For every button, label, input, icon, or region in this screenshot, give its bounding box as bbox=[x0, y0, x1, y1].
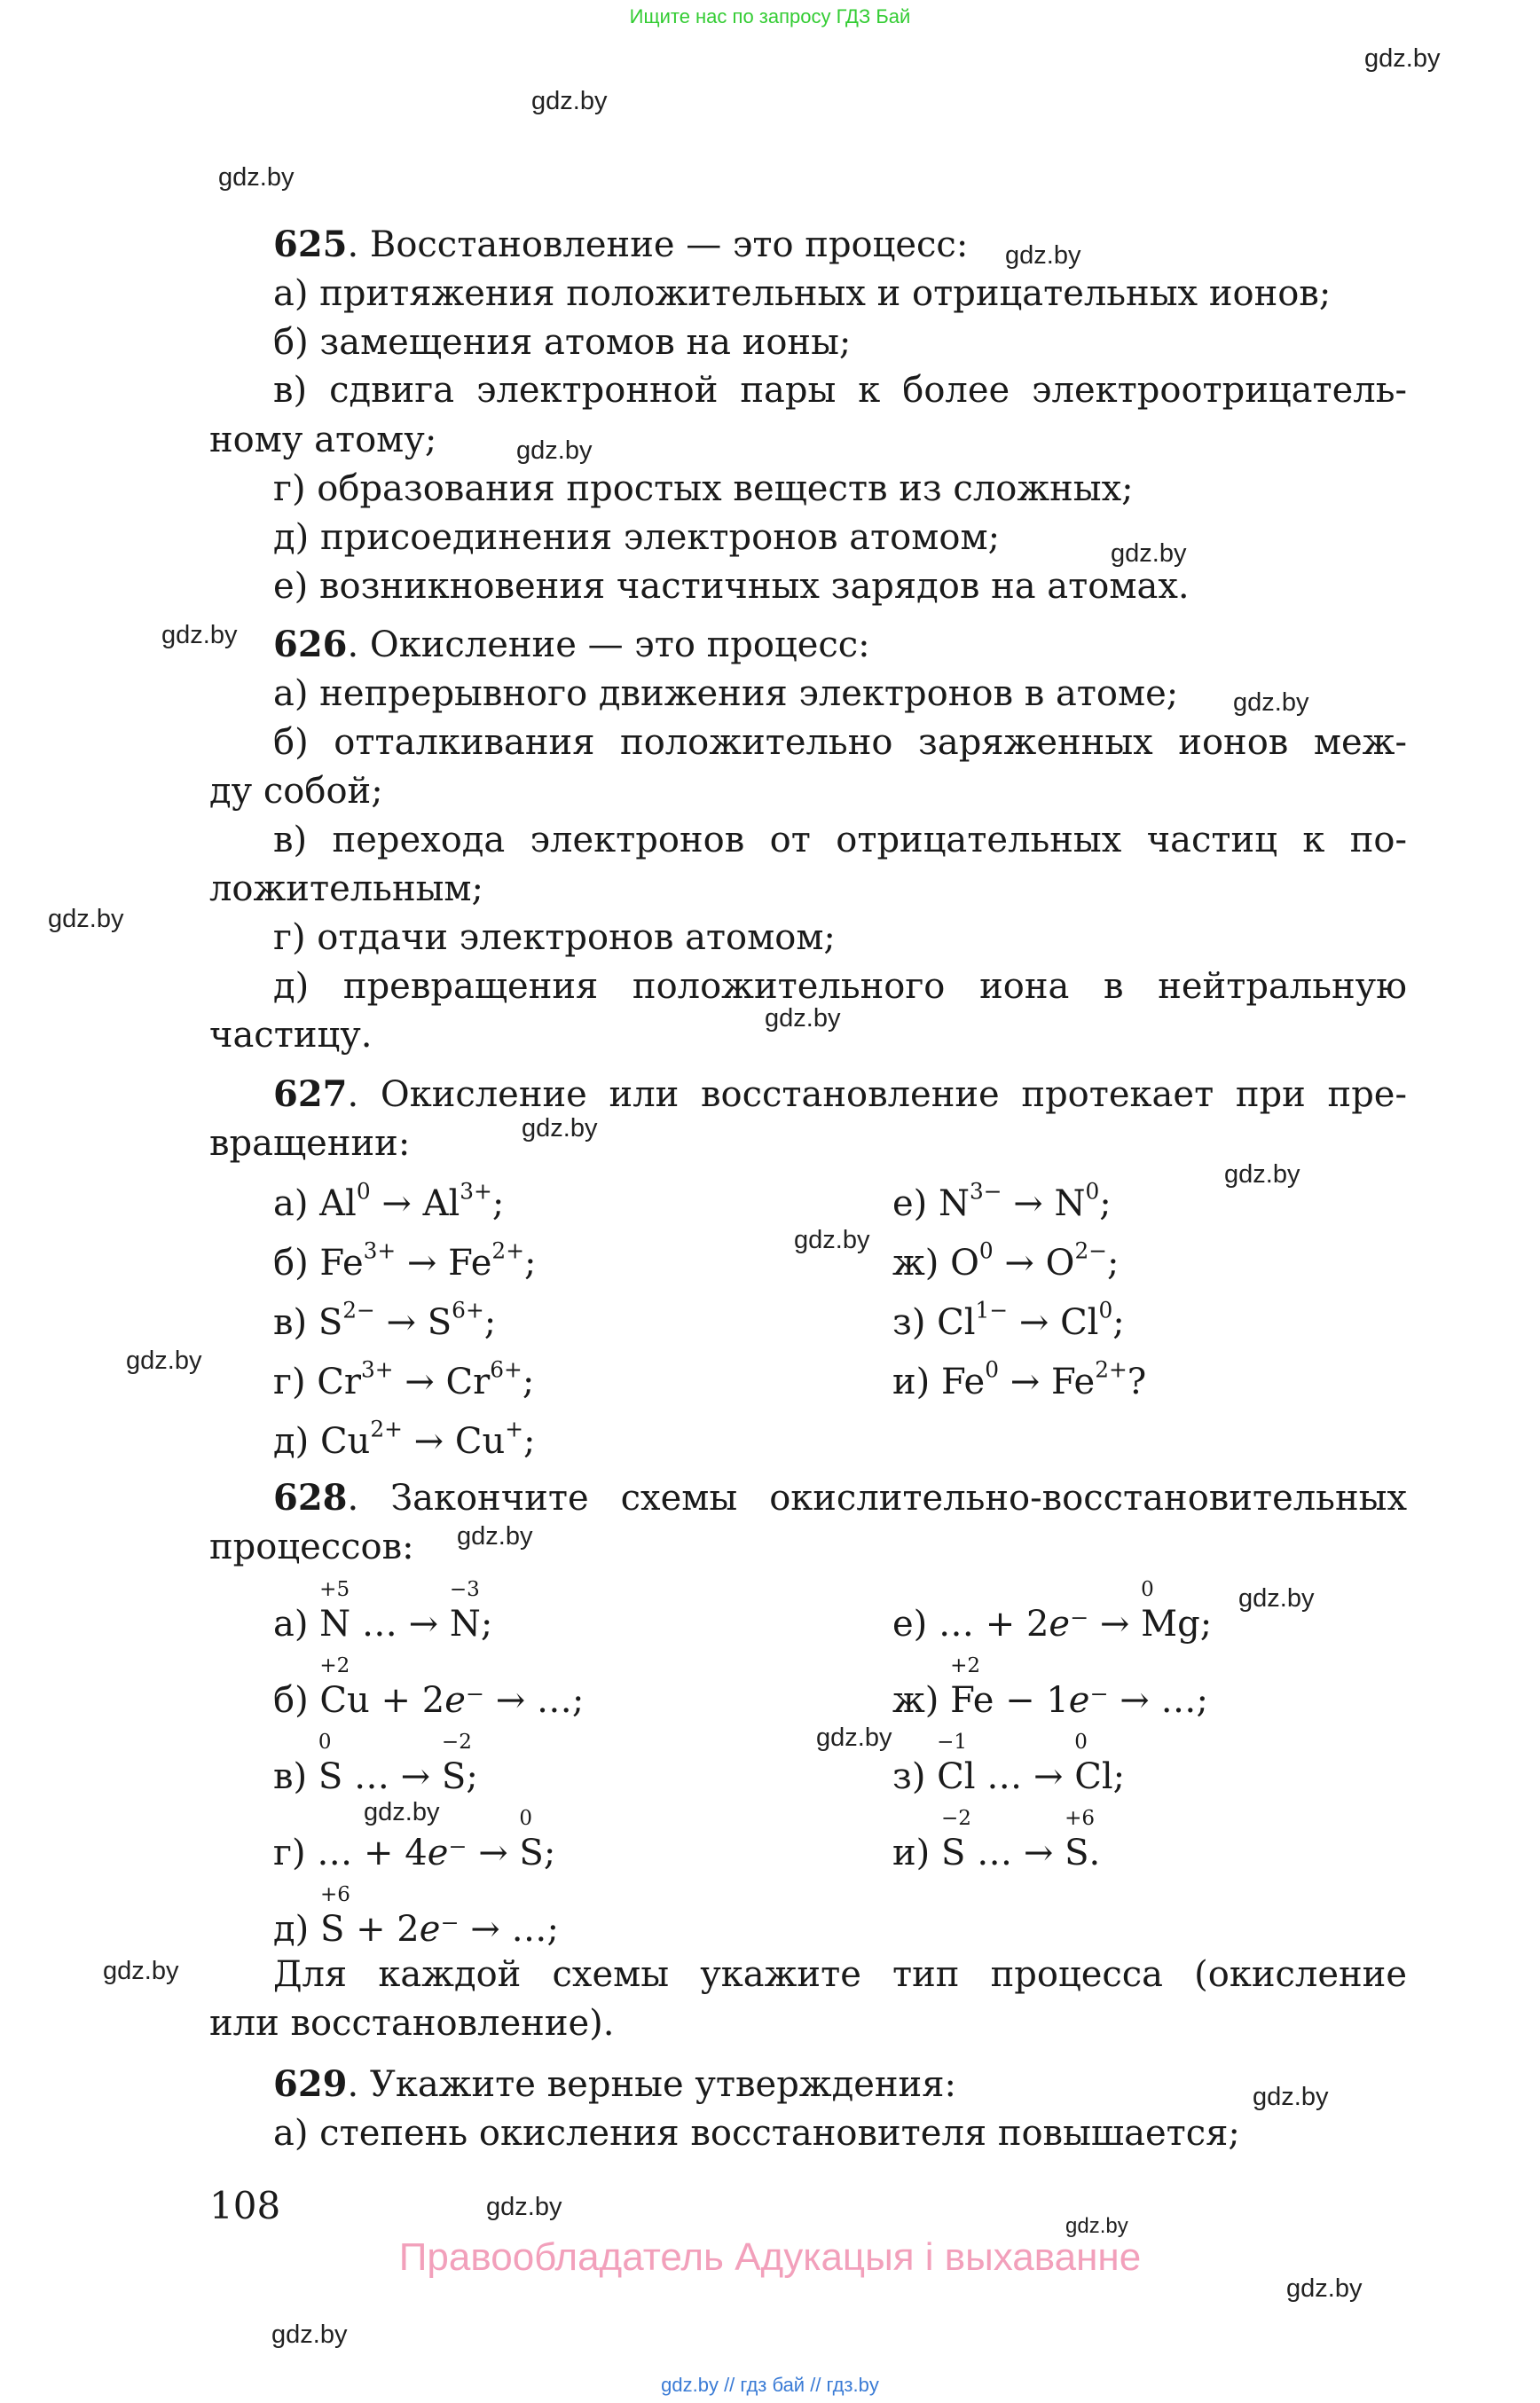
element-symbol: Cl bbox=[1074, 1756, 1113, 1797]
oxidation-state: +2 bbox=[950, 1654, 981, 1677]
charge: 3+ bbox=[460, 1178, 492, 1205]
redox-scheme bbox=[273, 1654, 585, 1721]
watermark: gdz.by bbox=[1005, 241, 1081, 270]
watermark: gdz.by bbox=[364, 1798, 440, 1826]
oxidation-state: 0 bbox=[519, 1807, 533, 1830]
watermark: gdz.by bbox=[522, 1114, 598, 1143]
charge: 3+ bbox=[361, 1356, 394, 1383]
item-label: б) bbox=[273, 1243, 320, 1284]
element-symbol: S bbox=[318, 1302, 343, 1343]
task-text: . Закончите схемы окислительно-восстановительных bbox=[347, 1478, 1407, 1519]
oxidation-state: −2 bbox=[441, 1731, 472, 1754]
charge: 0 bbox=[1085, 1178, 1100, 1205]
item-label: е) bbox=[892, 1183, 939, 1224]
item-end: ; bbox=[1112, 1302, 1125, 1343]
watermark: gdz.by bbox=[1253, 2083, 1329, 2111]
transition-item bbox=[892, 1178, 1112, 1224]
watermark: gdz.by bbox=[1286, 2274, 1363, 2303]
element-symbol: S bbox=[318, 1756, 343, 1797]
charge: 2− bbox=[1074, 1237, 1108, 1264]
task-626-d-line2: частицу. bbox=[209, 1015, 373, 1056]
scheme-text: ; bbox=[480, 1604, 493, 1645]
charge: 0 bbox=[985, 1356, 1000, 1383]
task-626-a: а) непрерывного движения электронов в атоме; bbox=[273, 673, 1179, 714]
watermark: gdz.by bbox=[48, 905, 124, 933]
element-symbol: Al bbox=[319, 1183, 357, 1224]
item-label: ж) bbox=[892, 1243, 951, 1284]
item-end: ; bbox=[1107, 1243, 1120, 1284]
item-label: и) bbox=[892, 1833, 941, 1873]
redox-scheme bbox=[892, 1578, 1213, 1645]
element-symbol: Cl bbox=[1060, 1302, 1099, 1343]
arrow: → bbox=[374, 1302, 428, 1343]
task-625-d: д) присоединения электронов атомом; bbox=[273, 517, 1001, 558]
item-end: ; bbox=[483, 1302, 497, 1343]
oxidation-state: −2 bbox=[940, 1807, 971, 1830]
charge: 2− bbox=[342, 1297, 375, 1323]
electron-symbol: e bbox=[419, 1909, 441, 1950]
oxidation-state: 0 bbox=[1141, 1578, 1154, 1601]
element-symbol: N bbox=[449, 1604, 481, 1645]
task-625-e: е) возникновения частичных зарядов на атомах. bbox=[273, 566, 1190, 607]
item-label: д) bbox=[273, 1421, 320, 1462]
task-628-title-line2: процессов: bbox=[209, 1527, 414, 1567]
task-626-d-line1: д) превращения положительного иона в нейтральную bbox=[273, 966, 1407, 1007]
task-625-g: г) образования простых веществ из сложных; bbox=[273, 468, 1134, 509]
watermark: gdz.by bbox=[1224, 1160, 1300, 1189]
charge: 6+ bbox=[452, 1297, 484, 1323]
oxidation-state: −1 bbox=[937, 1731, 968, 1754]
item-label: и) bbox=[892, 1362, 941, 1402]
item-label: г) bbox=[273, 1362, 318, 1402]
transition-item bbox=[892, 1356, 1147, 1402]
scheme-text: … → bbox=[342, 1756, 442, 1797]
transition-item bbox=[273, 1178, 505, 1224]
transition-item bbox=[892, 1237, 1120, 1284]
scheme-text: + 2 bbox=[369, 1680, 445, 1721]
oxidation-state: +6 bbox=[319, 1883, 350, 1906]
element-symbol: Fe bbox=[940, 1362, 986, 1402]
redox-scheme bbox=[892, 1807, 1101, 1873]
scheme-text: ; bbox=[466, 1756, 478, 1797]
task-626-v-line2: ложительным; bbox=[209, 868, 484, 909]
task-626-title bbox=[273, 624, 870, 665]
task-628-follow-line1: Для каждой схемы укажите тип процесса (окисление bbox=[273, 1954, 1407, 1995]
element-with-oxidation-state bbox=[318, 1731, 343, 1797]
item-label: а) bbox=[273, 1604, 320, 1645]
task-625-b: б) замещения атомов на ионы; bbox=[273, 322, 852, 363]
watermark: gdz.by bbox=[161, 621, 238, 649]
element-with-oxidation-state bbox=[937, 1731, 976, 1797]
element-with-oxidation-state bbox=[519, 1807, 544, 1873]
watermark: gdz.by bbox=[1111, 539, 1187, 568]
element-with-oxidation-state bbox=[319, 1578, 351, 1645]
task-626-v-line1: в) перехода электронов от отрицательных частиц к по- bbox=[273, 820, 1407, 860]
watermark: gdz.by bbox=[271, 2321, 348, 2349]
scheme-text: ; bbox=[1199, 1604, 1213, 1645]
transition-item bbox=[273, 1297, 497, 1343]
watermark: gdz.by bbox=[1233, 688, 1309, 717]
electron-symbol: e bbox=[427, 1833, 449, 1873]
element-with-oxidation-state bbox=[950, 1654, 994, 1721]
arrow: → bbox=[393, 1362, 446, 1402]
electron-symbol: e bbox=[1049, 1604, 1071, 1645]
task-626-b-line1: б) отталкивания положительно заряженных ионов меж- bbox=[273, 722, 1407, 763]
charge: 6+ bbox=[490, 1356, 522, 1383]
watermark: gdz.by bbox=[218, 163, 295, 192]
task-626-b-line2: ду собой; bbox=[209, 771, 383, 812]
element-symbol: S bbox=[319, 1909, 345, 1950]
redox-scheme bbox=[273, 1883, 559, 1950]
task-text: . Укажите верные утверждения: bbox=[347, 2064, 956, 2105]
item-label: в) bbox=[273, 1302, 318, 1343]
redox-scheme bbox=[892, 1654, 1208, 1721]
watermark: gdz.by bbox=[486, 2193, 562, 2221]
arrow: → bbox=[370, 1183, 423, 1224]
element-with-oxidation-state bbox=[940, 1807, 971, 1873]
element-symbol: S bbox=[519, 1833, 544, 1873]
task-626-g: г) отдачи электронов атомом; bbox=[273, 917, 836, 958]
charge: 2+ bbox=[1095, 1356, 1128, 1383]
scheme-text: ; bbox=[543, 1833, 556, 1873]
task-number: 627 bbox=[273, 1073, 348, 1115]
watermark: gdz.by bbox=[531, 87, 608, 115]
task-number: 629 bbox=[273, 2063, 348, 2105]
item-label: е) bbox=[892, 1604, 939, 1645]
scheme-text: . bbox=[1088, 1833, 1101, 1873]
element-symbol: N bbox=[1054, 1183, 1086, 1224]
arrow: → bbox=[396, 1243, 449, 1284]
element-with-oxidation-state bbox=[1141, 1578, 1200, 1645]
transition-item bbox=[892, 1297, 1125, 1343]
item-end: ; bbox=[522, 1362, 535, 1402]
item-label: д) bbox=[273, 1909, 320, 1950]
bottom-links-note: gdz.by // гдз бай // гдз.by bbox=[661, 2374, 879, 2396]
scheme-text: … → bbox=[965, 1833, 1065, 1873]
element-symbol: Mg bbox=[1141, 1604, 1200, 1645]
transition-item bbox=[273, 1237, 537, 1284]
element-symbol: S bbox=[1065, 1833, 1089, 1873]
task-text: . Окисление — это процесс: bbox=[347, 624, 870, 665]
transition-item bbox=[273, 1416, 536, 1462]
watermark: gdz.by bbox=[1364, 44, 1441, 73]
watermark: gdz.by bbox=[765, 1004, 841, 1033]
transition-item bbox=[273, 1356, 535, 1402]
task-629-a: а) степень окисления восстановителя повышается; bbox=[273, 2113, 1240, 2154]
element-symbol: S bbox=[427, 1302, 452, 1343]
charge: 3+ bbox=[363, 1237, 397, 1264]
item-end: ? bbox=[1127, 1362, 1147, 1402]
element-symbol: Cu bbox=[319, 1680, 370, 1721]
task-text: . Восстановление — это процесс: bbox=[347, 224, 969, 265]
element-symbol: Fe bbox=[950, 1680, 994, 1721]
oxidation-state: +6 bbox=[1065, 1807, 1095, 1830]
redox-scheme bbox=[892, 1731, 1126, 1797]
charge: 0 bbox=[978, 1237, 994, 1264]
oxidation-state: 0 bbox=[318, 1731, 332, 1754]
element-symbol: Fe bbox=[319, 1243, 364, 1284]
oxidation-state: −3 bbox=[449, 1578, 480, 1601]
scheme-text: − 1 bbox=[994, 1680, 1069, 1721]
item-label: б) bbox=[273, 1680, 320, 1721]
item-end: ; bbox=[523, 1243, 537, 1284]
task-625-v-line1: в) сдвига электронной пары к более электроотрицатель- bbox=[273, 370, 1407, 411]
element-with-oxidation-state bbox=[449, 1578, 481, 1645]
scheme-text: ⁻ → bbox=[448, 1833, 520, 1873]
page-number: 108 bbox=[209, 2184, 281, 2227]
item-label: г) bbox=[273, 1833, 318, 1873]
task-625-v-line2: ному атому; bbox=[209, 420, 437, 460]
item-label: а) bbox=[273, 1183, 320, 1224]
item-label: з) bbox=[892, 1302, 938, 1343]
scheme-text: ⁻ → bbox=[1070, 1604, 1142, 1645]
scheme-text: … + 4 bbox=[317, 1833, 428, 1873]
electron-symbol: e bbox=[1068, 1680, 1090, 1721]
element-symbol: Cl bbox=[937, 1756, 976, 1797]
task-628-follow-line2: или восстановление). bbox=[209, 2003, 615, 2044]
arrow: → bbox=[1008, 1302, 1061, 1343]
arrow: → bbox=[993, 1243, 1046, 1284]
oxidation-state: 0 bbox=[1074, 1731, 1088, 1754]
arrow: → bbox=[402, 1421, 455, 1462]
scheme-text: … → bbox=[975, 1756, 1075, 1797]
element-with-oxidation-state bbox=[319, 1654, 370, 1721]
task-627-title bbox=[273, 1073, 1407, 1115]
arrow: → bbox=[999, 1362, 1051, 1402]
redox-scheme bbox=[273, 1731, 478, 1797]
scheme-text: ; bbox=[1112, 1756, 1126, 1797]
element-symbol: Fe bbox=[448, 1243, 492, 1284]
element-symbol: Cu bbox=[454, 1421, 506, 1462]
task-629-title bbox=[273, 2063, 956, 2105]
element-symbol: Cu bbox=[319, 1421, 371, 1462]
watermark: gdz.by bbox=[126, 1347, 202, 1375]
watermark: gdz.by bbox=[816, 1724, 892, 1752]
task-text: . Окисление или восстановление протекает при пре- bbox=[347, 1074, 1407, 1115]
element-symbol: O bbox=[950, 1243, 979, 1284]
oxidation-state: +2 bbox=[319, 1654, 350, 1677]
element-symbol: Cl bbox=[937, 1302, 976, 1343]
item-end: ; bbox=[1099, 1183, 1112, 1224]
item-label: з) bbox=[892, 1756, 938, 1797]
element-symbol: N bbox=[319, 1604, 351, 1645]
charge: 3− bbox=[970, 1178, 1002, 1205]
top-search-note: Ищите нас по запросу ГДЗ Бай bbox=[629, 5, 911, 27]
item-end: ; bbox=[523, 1421, 536, 1462]
task-number: 626 bbox=[273, 624, 348, 665]
scheme-text: … → bbox=[350, 1604, 450, 1645]
task-625-a: а) притяжения положительных и отрицательных ионов; bbox=[273, 273, 1332, 314]
watermark: gdz.by bbox=[794, 1226, 870, 1254]
charge: 0 bbox=[1098, 1297, 1113, 1323]
scheme-text: + 2 bbox=[344, 1909, 420, 1950]
watermark: gdz.by bbox=[1238, 1584, 1315, 1613]
task-number: 625 bbox=[273, 224, 348, 265]
task-625-title bbox=[273, 224, 969, 265]
element-symbol: O bbox=[1045, 1243, 1075, 1284]
task-627-title-line2: вращении: bbox=[209, 1123, 411, 1164]
watermark: gdz.by bbox=[516, 436, 593, 465]
element-symbol: Cr bbox=[445, 1362, 491, 1402]
element-symbol: Cr bbox=[317, 1362, 362, 1402]
task-number: 628 bbox=[273, 1477, 348, 1519]
element-symbol: S bbox=[441, 1756, 467, 1797]
charge: 2+ bbox=[491, 1237, 524, 1264]
task-628-title bbox=[273, 1477, 1407, 1519]
charge: 0 bbox=[356, 1178, 371, 1205]
element-symbol: Fe bbox=[1050, 1362, 1096, 1402]
charge: 1− bbox=[975, 1297, 1009, 1323]
item-end: ; bbox=[491, 1183, 505, 1224]
watermark: gdz.by bbox=[1065, 2214, 1128, 2238]
element-symbol: N bbox=[939, 1183, 970, 1224]
element-with-oxidation-state bbox=[441, 1731, 472, 1797]
element-symbol: Al bbox=[422, 1183, 460, 1224]
element-with-oxidation-state bbox=[1065, 1807, 1095, 1873]
watermark: gdz.by bbox=[457, 1522, 533, 1551]
item-label: ж) bbox=[892, 1680, 951, 1721]
scheme-text: ⁻ → …; bbox=[1089, 1680, 1208, 1721]
scheme-text: … + 2 bbox=[939, 1604, 1049, 1645]
arrow: → bbox=[1002, 1183, 1055, 1224]
scheme-text: ⁻ → …; bbox=[440, 1909, 559, 1950]
element-symbol: S bbox=[940, 1833, 966, 1873]
watermark: gdz.by bbox=[103, 1957, 179, 1985]
electron-symbol: e bbox=[444, 1680, 466, 1721]
element-with-oxidation-state bbox=[319, 1883, 350, 1950]
oxidation-state: +5 bbox=[319, 1578, 350, 1601]
element-with-oxidation-state bbox=[1074, 1731, 1113, 1797]
copyright-owner: Правообладатель Адукацыя і выхаванне bbox=[398, 2235, 1142, 2279]
charge: 2+ bbox=[370, 1416, 403, 1442]
charge: + bbox=[505, 1416, 523, 1442]
scheme-text: ⁻ → …; bbox=[465, 1680, 585, 1721]
item-label: в) bbox=[273, 1756, 318, 1797]
redox-scheme bbox=[273, 1578, 493, 1645]
